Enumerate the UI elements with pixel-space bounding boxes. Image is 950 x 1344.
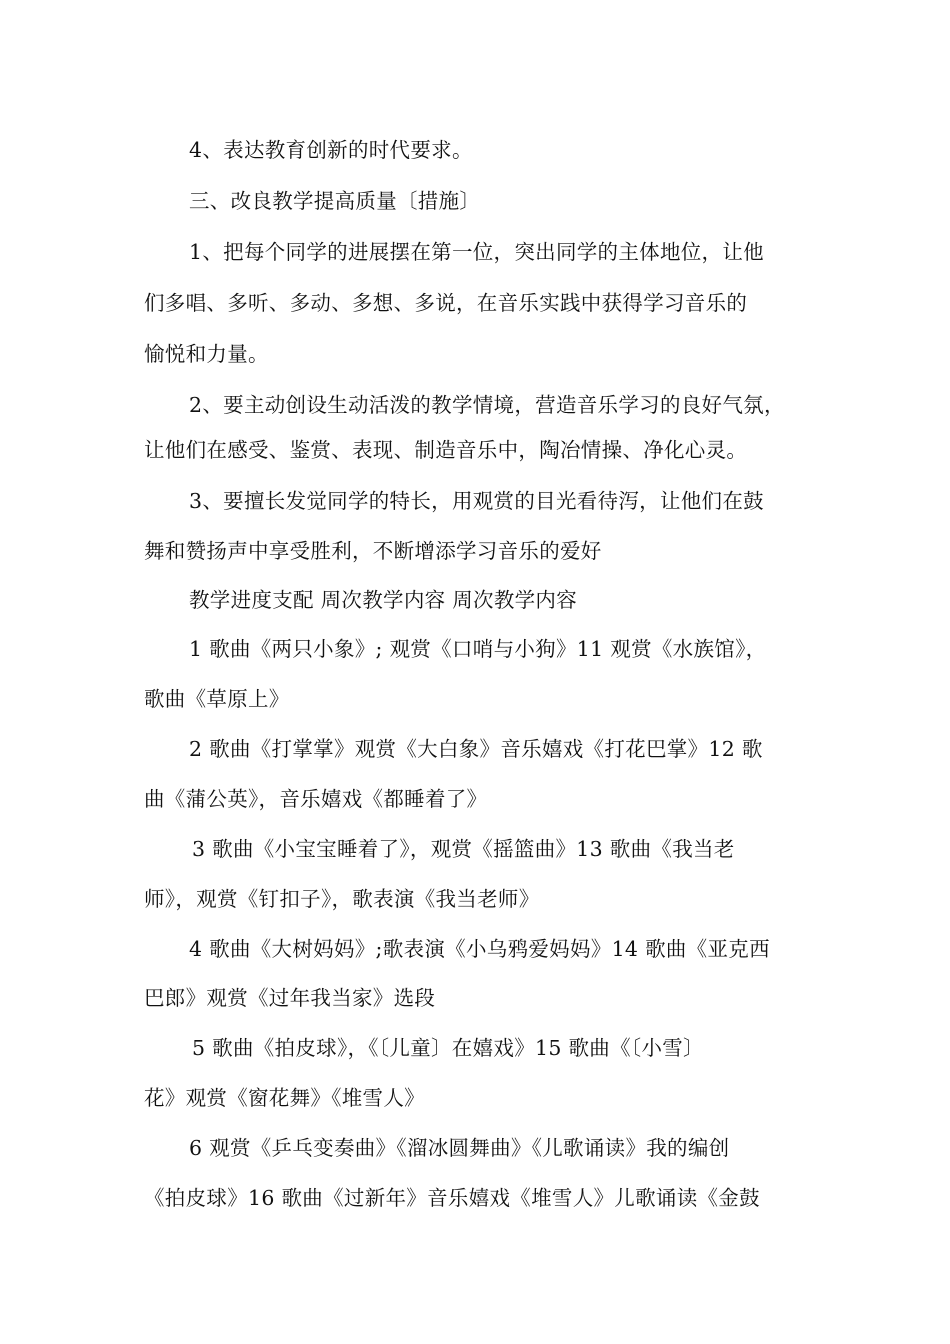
section-heading: 三、改良教学提高质量〔措施〕 xyxy=(189,189,481,213)
text-line-8: 3、要擅长发觉同学的特长，用观赏的目光看待泻，让他们在鼓 xyxy=(189,489,764,513)
schedule-heading: 教学进度支配 周次教学内容 周次教学内容 xyxy=(189,588,578,612)
schedule-line-4b: 巴郎》观赏《过年我当家》选段 xyxy=(144,986,436,1010)
schedule-line-2a: 2 歌曲《打掌掌》观赏《大白象》音乐嬉戏《打花巴掌》12 歌 xyxy=(189,737,763,761)
schedule-line-3a: 3 歌曲《小宝宝睡着了》，观赏《摇篮曲》13 歌曲《我当老 xyxy=(192,837,735,861)
schedule-line-6b: 《拍皮球》16 歌曲《过新年》音乐嬉戏《堆雪人》儿歌诵读《金鼓 xyxy=(144,1186,760,1210)
schedule-line-1a: 1 歌曲《两只小象》; 观赏《口哨与小狗》11 观赏《水族馆》， xyxy=(189,637,767,661)
text-line-6: 2、要主动创设生动活泼的教学情境，营造音乐学习的良好气氛， xyxy=(189,393,785,417)
schedule-line-5b: 花》观赏《窗花舞》《堆雪人》 xyxy=(144,1086,425,1110)
schedule-line-3b: 师》，观赏《钉扣子》，歌表演《我当老师》 xyxy=(144,887,540,911)
text-line-3: 1、把每个同学的进展摆在第一位，突出同学的主体地位，让他 xyxy=(189,240,764,264)
schedule-line-6a: 6 观赏《乒乓变奏曲》《溜冰圆舞曲》《儿歌诵读》我的编创 xyxy=(189,1136,730,1160)
schedule-line-2b: 曲《蒲公英》，音乐嬉戏《都睡着了》 xyxy=(144,787,488,811)
schedule-line-1b: 歌曲《草原上》 xyxy=(144,687,290,711)
text-line-7: 让他们在感受、鉴赏、表现、制造音乐中，陶冶情操、净化心灵。 xyxy=(144,438,748,462)
text-line-9: 舞和赞扬声中享受胜利，不断增添学习音乐的爱好 xyxy=(144,539,602,563)
schedule-line-5a: 5 歌曲《拍皮球》，《〔儿童〕在嬉戏》15 歌曲《〔小雪〕 xyxy=(192,1036,704,1060)
schedule-line-4a: 4 歌曲《大树妈妈》;歌表演《小乌鸦爱妈妈》14 歌曲《亚克西 xyxy=(189,937,770,961)
text-line-4: 们多唱、多听、多动、多想、多说，在音乐实践中获得学习音乐的 xyxy=(144,291,748,315)
text-line-5: 愉悦和力量。 xyxy=(144,342,269,366)
text-line-1: 4、表达教育创新的时代要求。 xyxy=(189,138,473,162)
